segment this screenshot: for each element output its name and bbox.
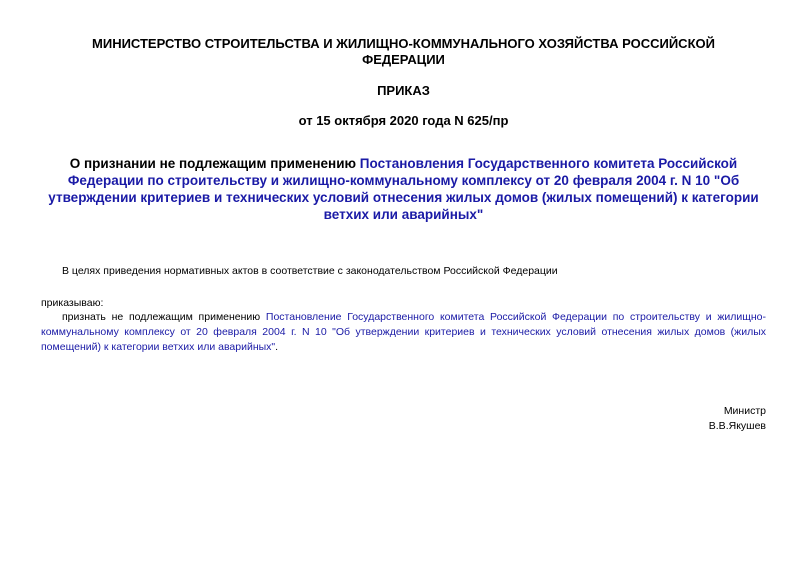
heading-resolution-link[interactable]: Постановления Государственного комитета Российской Федерации по строительству и жилищно-коммунальному комплексу от 20 февраля 2004 г. N 10 "Об утверждении критериев и технических условий отнесения жилых домов (жилых помещений) к категории ветхих или аварийных" xyxy=(48,156,759,222)
intro-paragraph: В целях приведения нормативных актов в соответствие с законодательством Российской Федерации xyxy=(62,265,558,277)
body-resolution-link[interactable]: Постановление Государственного комитета Российской Федерации по строительству и жилищно-коммунальному комплексу от 20 февраля 2004 г. N 10 "Об утверждении критериев и технических условий отнесения жилых домов (жилых помещений) к категории ветхих или аварийных" xyxy=(41,311,766,353)
body-prefix: признать не подлежащим применению xyxy=(62,311,266,323)
signature-name: В.В.Якушев xyxy=(708,420,766,432)
heading-prefix: О признании не подлежащим применению xyxy=(69,156,360,171)
document-heading xyxy=(46,155,761,223)
order-body-paragraph xyxy=(41,310,766,355)
signature-block xyxy=(709,404,766,434)
signature-title: Министр xyxy=(723,405,766,417)
document-date: от 15 октября 2020 года N 625/пр xyxy=(298,113,509,128)
document-type: ПРИКАЗ xyxy=(377,83,430,98)
order-word: приказываю: xyxy=(41,297,104,309)
body-suffix: . xyxy=(275,341,279,353)
ministry-name: МИНИСТЕРСТВО СТРОИТЕЛЬСТВА И ЖИЛИЩНО-КОММУНАЛЬНОГО ХОЗЯЙСТВА РОССИЙСКОЙ ФЕДЕРАЦИИ xyxy=(92,36,715,67)
